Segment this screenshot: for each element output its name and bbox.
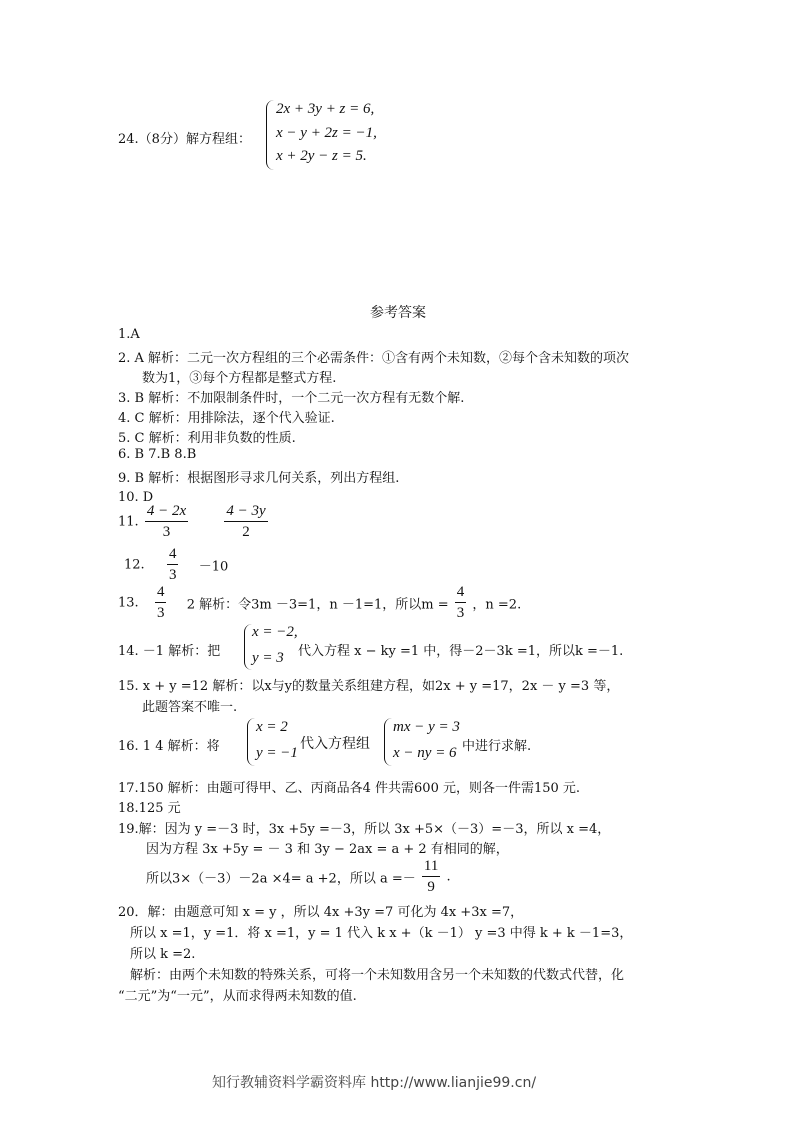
answer-5: 5. C 解析：利用非负数的性质. xyxy=(118,431,296,446)
answer-13 xyxy=(118,584,521,622)
q24-eq1: 2x + 3y + z = 6, xyxy=(276,101,375,117)
answer-2-line2: 数为1，③每个方程都是整式方程. xyxy=(142,371,337,386)
answer-17: 17.150 解析：由题可得甲、乙、丙商品各4 件共需600 元，则各一件需150 元. xyxy=(118,781,581,796)
answer-2-line1: 2. A 解析：二元一次方程组的三个必需条件：①含有两个未知数，②每个含未知数的项次 xyxy=(118,351,630,366)
answer-20-line1: 20．解：由题意可知 x = y ，所以 4x +3y =7 可化为 4x +3x =7， xyxy=(118,905,524,920)
answer-12-label: 12. xyxy=(124,557,145,573)
answer-12-tail: －10 xyxy=(198,559,229,575)
q24-label: 24.（8分）解方程组： xyxy=(118,132,251,147)
answer-14-label: 14. －1 解析：把 xyxy=(118,644,221,659)
answer-13-fraction-2: $\frac{4}{3}$ xyxy=(456,584,465,621)
answer-3: 3. B 解析：不加限制条件时，一个二元一次方程有无数个解. xyxy=(118,391,465,406)
answer-15-line1: 15. x + y =12 解析：以x与y的数量关系组建方程，如2x + y =17，2x － y =3 等， xyxy=(118,679,620,694)
footer-watermark: 知行教辅资料学霸资料库 http://www.lianjie99.cn/ xyxy=(212,1075,537,1091)
answer-16-label: 16. 1 4 解析：将 xyxy=(118,739,220,754)
q24-eq2: x − y + 2z = −1, xyxy=(276,125,377,141)
answer-20-line4: 解析：由两个未知数的特殊关系，可将一个未知数用含另一个未知数的代数式代替，化 xyxy=(130,968,625,983)
answer-19-line1: 19.解：因为 y =－3 时，3x +5y =－3，所以 3x +5×（－3）=－3，所以 x =4， xyxy=(118,822,611,837)
answer-10: 10. D xyxy=(118,490,154,505)
answer-15-line2: 此题答案不唯一. xyxy=(142,700,238,715)
answer-18: 18.125 元 xyxy=(118,801,181,816)
q24-brace xyxy=(266,100,275,170)
answer-16-tail: 中进行求解. xyxy=(462,739,532,754)
answer-13-tail: ，n =2. xyxy=(472,597,522,613)
answer-16-sys2: y = −1 xyxy=(256,745,298,761)
answer-20-line3: 所以 k =2. xyxy=(130,947,196,962)
answer-19-line2: 因为方程 3x +5y = － 3 和 3y − 2ax = a + 2 有相同的解， xyxy=(146,842,509,857)
q24-eq3: x + 2y − z = 5. xyxy=(276,148,367,164)
answer-11-label: 11. xyxy=(118,514,139,530)
answer-19-line3-text: 所以3×（－3）－2a ×4= a +2，所以 a =－ xyxy=(146,871,416,887)
answer-11 xyxy=(118,503,270,541)
answer-6-8: 6. B 7.B 8.B xyxy=(118,447,197,462)
answers-title: 参考答案 xyxy=(370,305,426,321)
answer-4: 4. C 解析：用排除法，逐个代入验证. xyxy=(118,411,335,426)
answer-14-sys1: x = −2, xyxy=(252,624,298,640)
answer-12-fraction: $\frac{4}{3}$ xyxy=(168,546,177,583)
answer-13-mid: 2 解析：令3m －3=1，n －1=1，所以m = xyxy=(186,597,449,613)
answer-16-mid: 代入方程组 xyxy=(300,736,370,752)
answer-16-brace-2 xyxy=(384,718,392,766)
answer-16-sys3: mx − y = 3 xyxy=(393,719,460,735)
answer-16-sys1: x = 2 xyxy=(256,719,288,735)
answer-16-sys4: x − ny = 6 xyxy=(393,745,457,761)
answer-13-label: 13. xyxy=(118,595,139,611)
answer-14-brace xyxy=(244,624,252,670)
answer-12 xyxy=(124,546,228,584)
answer-13-fraction-1: $\frac{4}{3}$ xyxy=(156,584,165,621)
answer-19-line3-tail: . xyxy=(446,869,451,885)
answer-20-line2: 所以 x =1，y =1．将 x =1，y = 1 代入 k x +（k －1） y =3 中得 k + k －1=3， xyxy=(130,926,633,941)
answer-19-line3 xyxy=(146,858,451,896)
answer-14-tail: 代入方程 x − ky =1 中，得－2－3k =1，所以k =－1. xyxy=(298,644,624,659)
answer-19-fraction: $\frac{11}{9}$ xyxy=(423,858,439,895)
answer-20-line5: “二元”为“一元”，从而求得两未知数的值. xyxy=(118,989,357,1004)
answer-9: 9. B 解析：根据图形寻求几何关系，列出方程组. xyxy=(118,471,400,486)
answer-11-fraction-2: $\frac{4 - 3y}{2}$ xyxy=(226,503,266,540)
answer-1: 1.A xyxy=(118,327,140,342)
answer-11-fraction-1: $\frac{4 - 2x}{3}$ xyxy=(146,503,187,540)
answer-14-sys2: y = 3 xyxy=(252,650,284,666)
answer-16-brace-1 xyxy=(247,718,255,766)
